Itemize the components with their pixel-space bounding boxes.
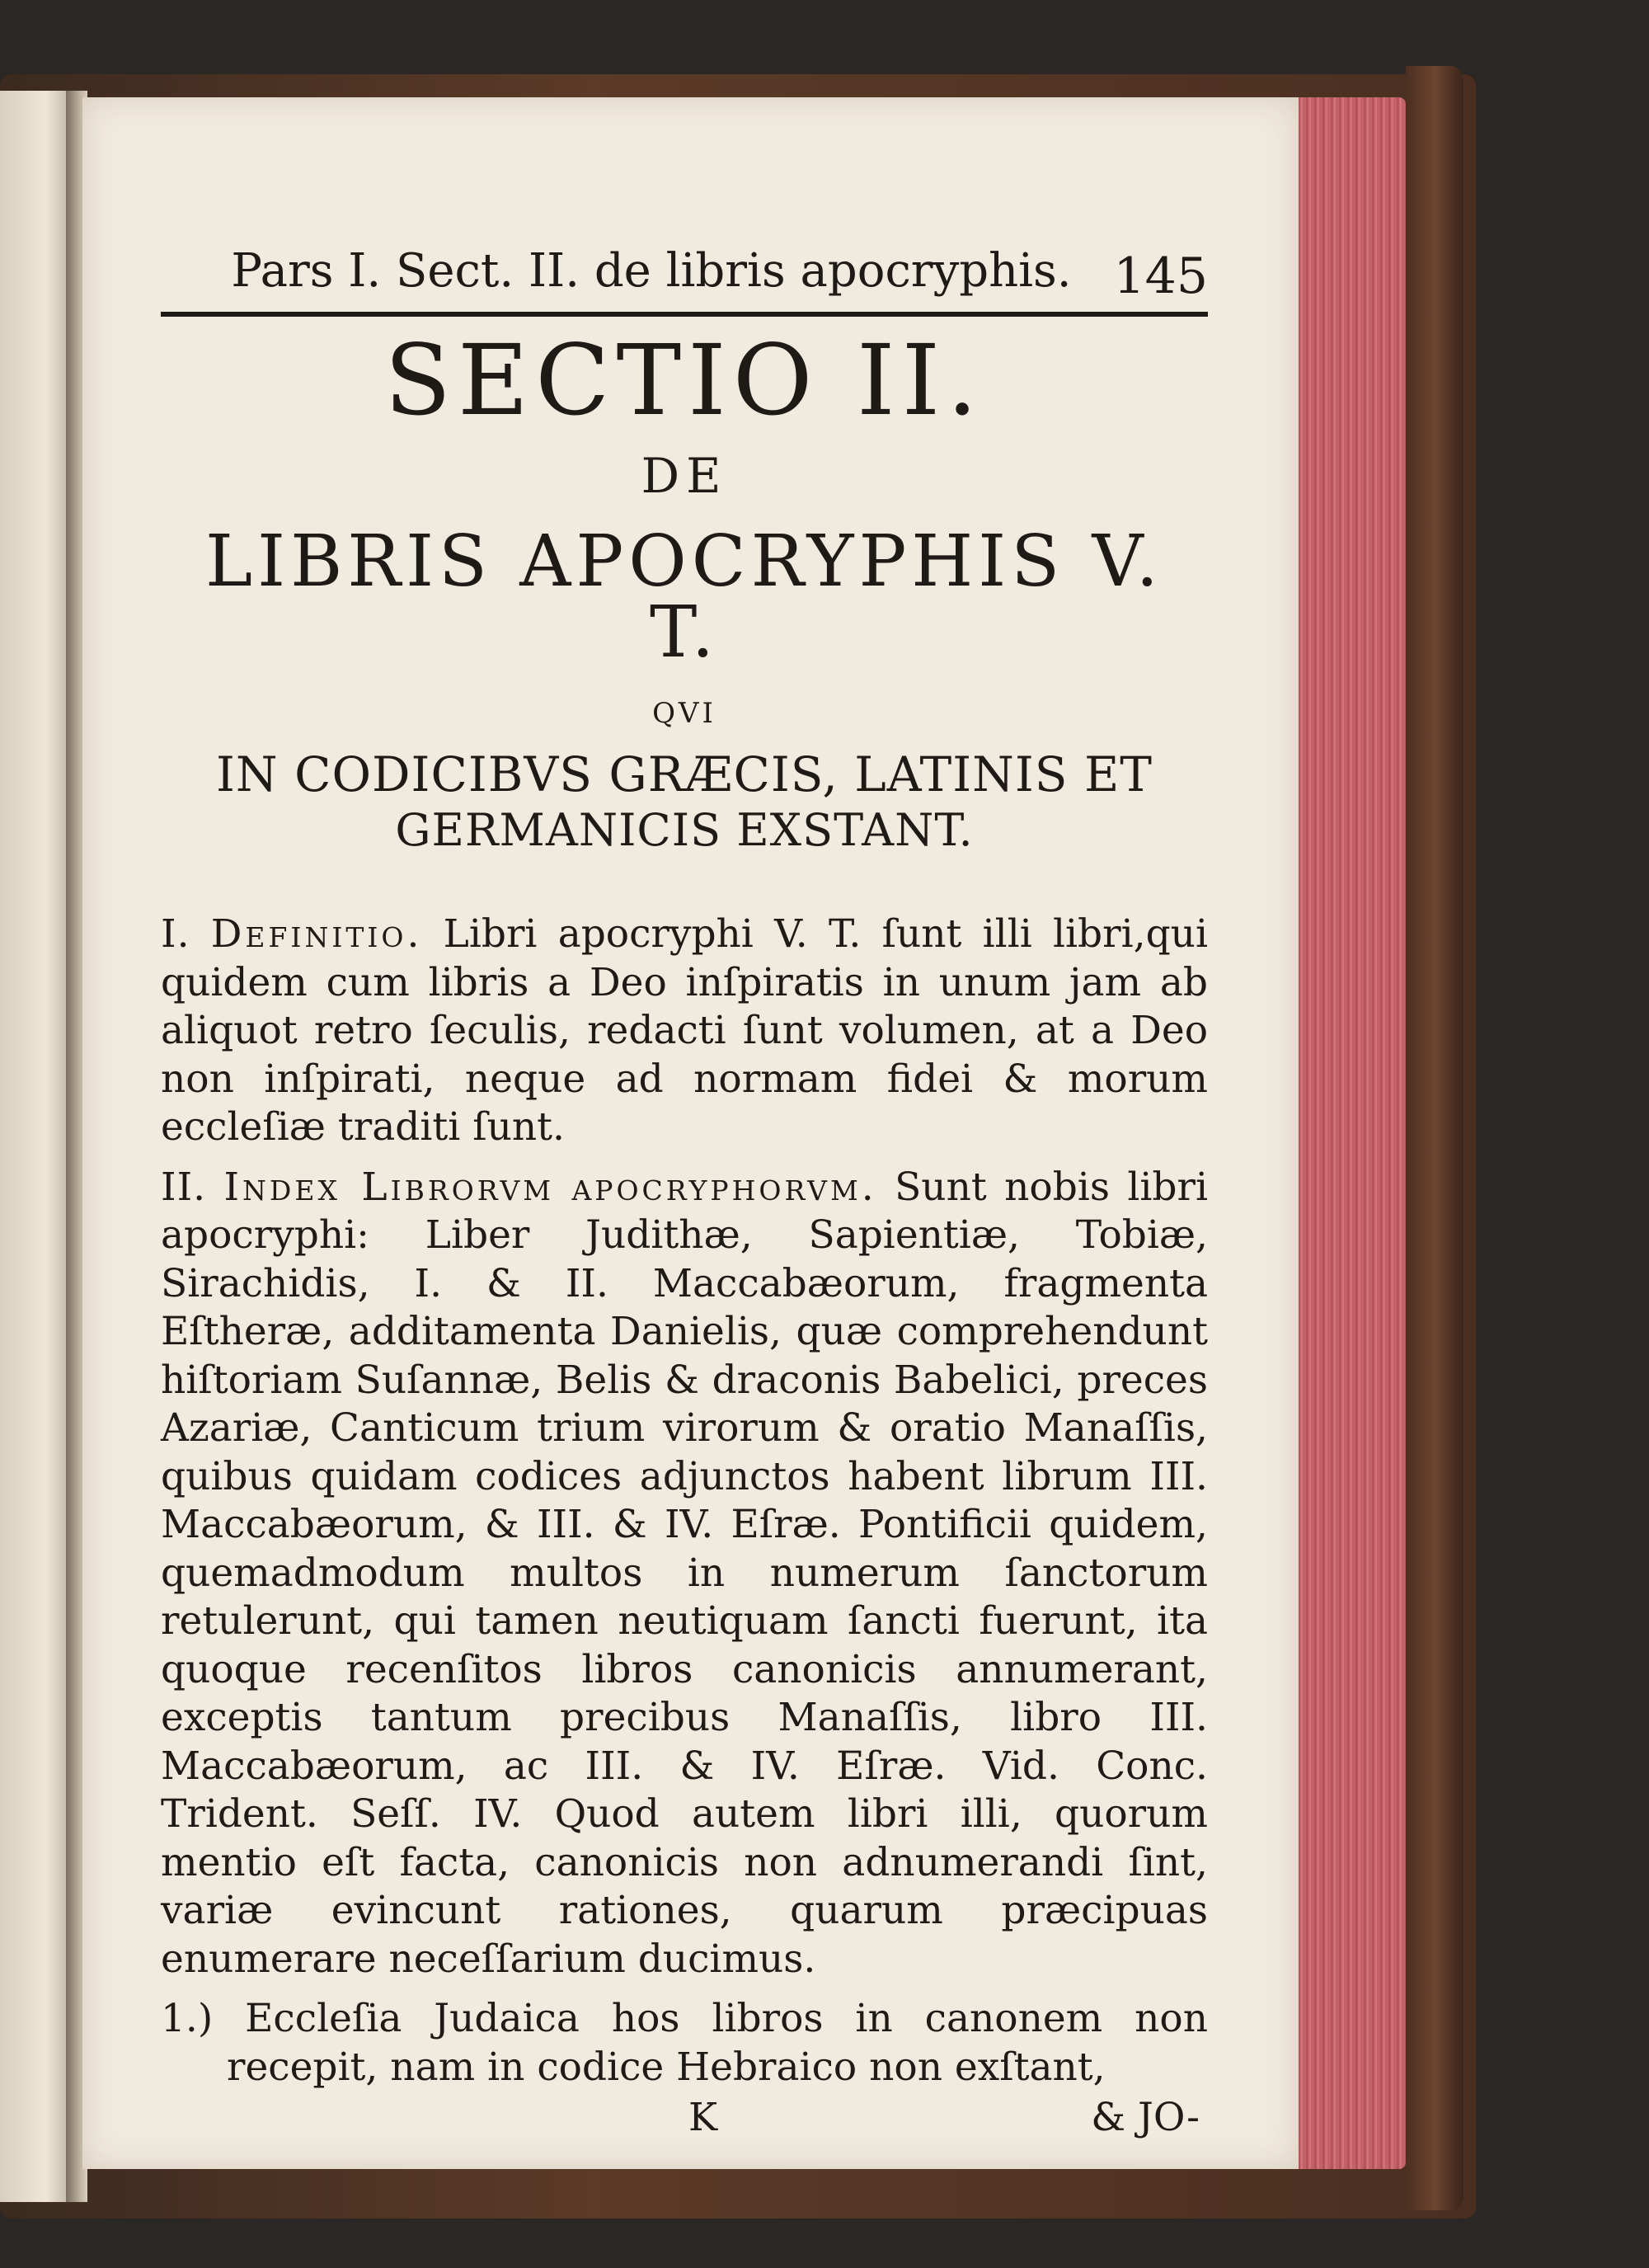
book-page: [82, 97, 1299, 2169]
paragraph-index: [161, 1164, 1208, 1984]
title-line-5: IN CODICIBVS GRÆCIS, LATINIS ET: [216, 746, 1153, 802]
item-number: 1.): [161, 1996, 214, 2041]
facing-page-edge: [0, 91, 71, 2202]
running-head: [161, 229, 1208, 312]
title-line-1: SECTIO II.: [384, 323, 984, 437]
paragraph-heading-tail: apocryphorvm.: [571, 1164, 877, 1210]
cover-edge: [1406, 66, 1463, 2210]
numbered-item: [161, 1995, 1208, 2092]
title-line-2: DE: [641, 448, 728, 504]
body-text: [161, 910, 1208, 2092]
title-line-4: QVI: [652, 697, 716, 730]
running-head-text: Pars I. Sect. II. de libris apocryphis.: [231, 244, 1072, 298]
paragraph-definitio: [161, 910, 1208, 1152]
catchword: & JO-: [1091, 2095, 1200, 2140]
page-content: [161, 229, 1208, 2144]
paragraph-number: II.: [161, 1164, 207, 1210]
item-text: Eccleſia Judaica hos libros in canonem non recepit, nam in codice Hebraico non exſtant,: [227, 1996, 1208, 2090]
paragraph-text: Sunt nobis libri apocryphi: Liber Judithæ, Sapientiæ, Tobiæ, Sirachidis, I. & II. Maccabæorum, fragmenta Eſtheræ, additamenta Danielis, quæ comprehendunt hiſtoriam Suſannæ, Belis & draconis Babelici, preces Azariæ, Canticum trium virorum & oratio Manaſſis, quibus quidam codices adjunctos habent librum III. Maccabæorum, & III. & IV. Eſræ. Pontificii quidem, quemadmodum multos in numerum ſanctorum retulerunt, qui tamen neutiquam ſancti fuerunt, ita quoque recenſitos libros canonicis annumerant, exceptis tantum precibus Manaſſis, libro III. Maccabæorum, ac III. & IV. Eſræ. Vid. Conc. Trident. Seſſ. IV. Quod autem libri illi, quorum mentio eſt facta, canonicis non adnumerandi ſint, variæ evincunt rationes, quarum præcipuas enumerare neceſſarium ducimus.: [161, 1164, 1208, 1982]
signature-mark: K: [688, 2095, 718, 2140]
page-footer: [161, 2095, 1208, 2144]
section-title: [161, 323, 1208, 856]
paragraph-text: Libri apocryphi V. T. ſunt illi libri,qui quidem cum libris a Deo inſpiratis in unum jam ab aliquot retro ſeculis, redacti ſunt volumen, at a Deo non inſpirati, neque ad normam fidei & morum eccleſiæ traditi ſunt.: [161, 911, 1208, 1150]
page-number: 145: [1113, 247, 1208, 305]
paragraph-heading: Index Librorvm: [223, 1164, 555, 1210]
title-line-6: GERMANICIS EXSTANT.: [395, 804, 974, 856]
red-page-edges: [1294, 97, 1406, 2169]
paragraph-number: I.: [161, 911, 190, 957]
head-rule: [161, 312, 1208, 317]
title-line-3: LIBRIS APOCRYPHIS V. T.: [205, 520, 1163, 674]
paragraph-heading: Definitio.: [210, 911, 423, 957]
